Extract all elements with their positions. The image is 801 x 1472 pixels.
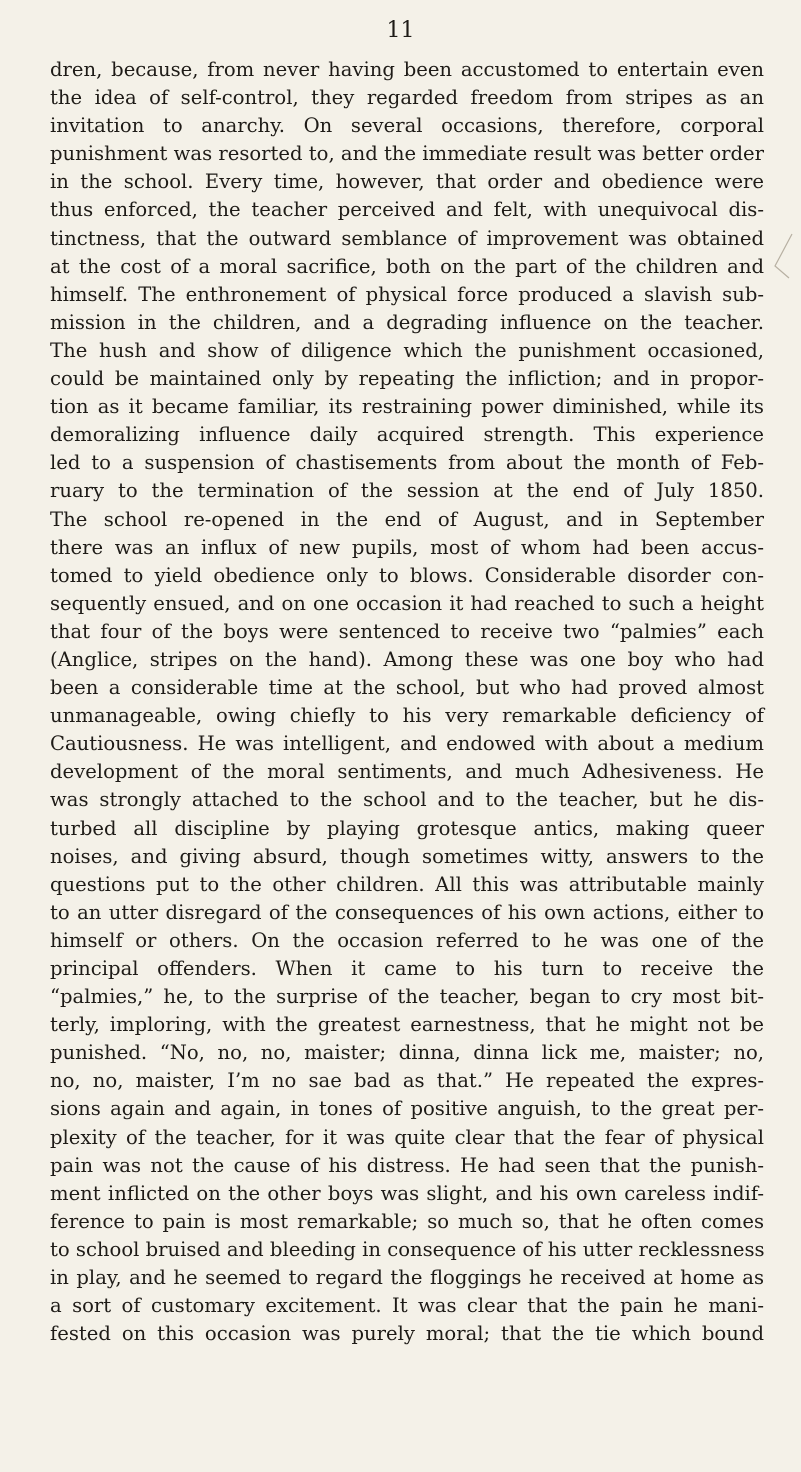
text-line: ment inflicted on the other boys was slight, and his own careless indif- xyxy=(50,1181,764,1205)
text-line: a sort of customary excitement. It was clear that the pain he mani- xyxy=(50,1294,764,1318)
text-line: fested on this occasion was purely moral; that the tie which bound xyxy=(50,1322,764,1346)
text-line: sequently ensued, and on one occasion it had reached to such a height xyxy=(50,591,764,615)
text-line: The hush and show of diligence which the punishment occasioned, xyxy=(50,338,764,362)
text-line: tinctness, that the outward semblance of improvement was obtained xyxy=(50,226,764,250)
text-line: questions put to the other children. All this was attributable mainly xyxy=(50,872,764,896)
text-line: there was an influx of new pupils, most of whom had been accus- xyxy=(50,535,764,559)
text-line: The school re-opened in the end of August, and in September xyxy=(50,507,764,531)
text-line: tion as it became familiar, its restraining power diminished, while its xyxy=(50,395,764,419)
text-line: terly, imploring, with the greatest earnestness, that he might not be xyxy=(50,1013,764,1037)
page-number: 11 xyxy=(386,18,415,43)
text-line: at the cost of a moral sacrifice, both on the part of the children and xyxy=(50,254,764,278)
text-line: turbed all discipline by playing grotesque antics, making queer xyxy=(50,816,764,840)
text-line: ruary to the termination of the session at the end of July 1850. xyxy=(50,479,764,503)
text-line: development of the moral sentiments, and much Adhesiveness. He xyxy=(50,760,764,784)
text-line: could be maintained only by repeating the infliction; and in propor- xyxy=(50,367,764,391)
text-line: to an utter disregard of the consequences of his own actions, either to xyxy=(50,900,764,924)
text-line: invitation to anarchy. On several occasions, therefore, corporal xyxy=(50,114,764,138)
text-line: the idea of self-control, they regarded freedom from stripes as an xyxy=(50,86,764,110)
text-line: (Anglice, stripes on the hand). Among these was one boy who had xyxy=(50,647,764,671)
body-text xyxy=(50,56,764,1348)
text-line: was strongly attached to the school and to the teacher, but he dis- xyxy=(50,788,764,812)
text-line: punished. “No, no, no, maister; dinna, dinna lick me, maister; no, xyxy=(50,1041,764,1065)
text-line: demoralizing influence daily acquired strength. This experience xyxy=(50,423,764,447)
text-line: Cautiousness. He was intelligent, and endowed with about a medium xyxy=(50,732,764,756)
text-line: dren, because, from never having been accustomed to entertain even xyxy=(50,58,764,81)
text-line: in play, and he seemed to regard the floggings he received at home as xyxy=(50,1266,764,1290)
text-line: that four of the boys were sentenced to receive two “palmies” each xyxy=(50,619,764,643)
text-line: noises, and giving absurd, though sometimes witty, answers to the xyxy=(50,844,764,868)
text-line: sions again and again, in tones of positive anguish, to the great per- xyxy=(50,1097,764,1121)
text-line: principal offenders. When it came to his turn to receive the xyxy=(50,957,764,980)
text-line: been a considerable time at the school, but who had proved almost xyxy=(50,676,764,700)
text-line: pain was not the cause of his distress. He had seen that the punish- xyxy=(50,1153,764,1177)
text-line: to school bruised and bleeding in consequence of his utter recklessness xyxy=(50,1237,765,1261)
text-line: in the school. Every time, however, that order and obedience were xyxy=(50,170,764,194)
text-line: led to a suspension of chastisements from about the month of Feb- xyxy=(50,451,764,475)
text-line: punishment was resorted to, and the immediate result was better order xyxy=(50,142,764,166)
text-line: no, no, maister, I’m no sae bad as that.” He repeated the expres- xyxy=(50,1069,764,1093)
text-line: thus enforced, the teacher perceived and felt, with unequivocal dis- xyxy=(50,198,764,222)
text-line: tomed to yield obedience only to blows. Considerable disorder con- xyxy=(50,563,764,587)
text-line: himself. The enthronement of physical force produced a slavish sub- xyxy=(50,282,764,306)
text-line: ference to pain is most remarkable; so much so, that he often comes xyxy=(50,1209,764,1233)
text-line: plexity of the teacher, for it was quite clear that the fear of physical xyxy=(50,1125,764,1149)
text-line: himself or others. On the occasion referred to he was one of the xyxy=(50,928,764,952)
text-line: unmanageable, owing chiefly to his very remarkable deficiency of xyxy=(50,704,764,728)
pencil-margin-mark xyxy=(772,232,796,282)
text-line: mission in the children, and a degrading influence on the teacher. xyxy=(50,310,764,334)
text-line: “palmies,” he, to the surprise of the teacher, began to cry most bit- xyxy=(50,985,764,1009)
